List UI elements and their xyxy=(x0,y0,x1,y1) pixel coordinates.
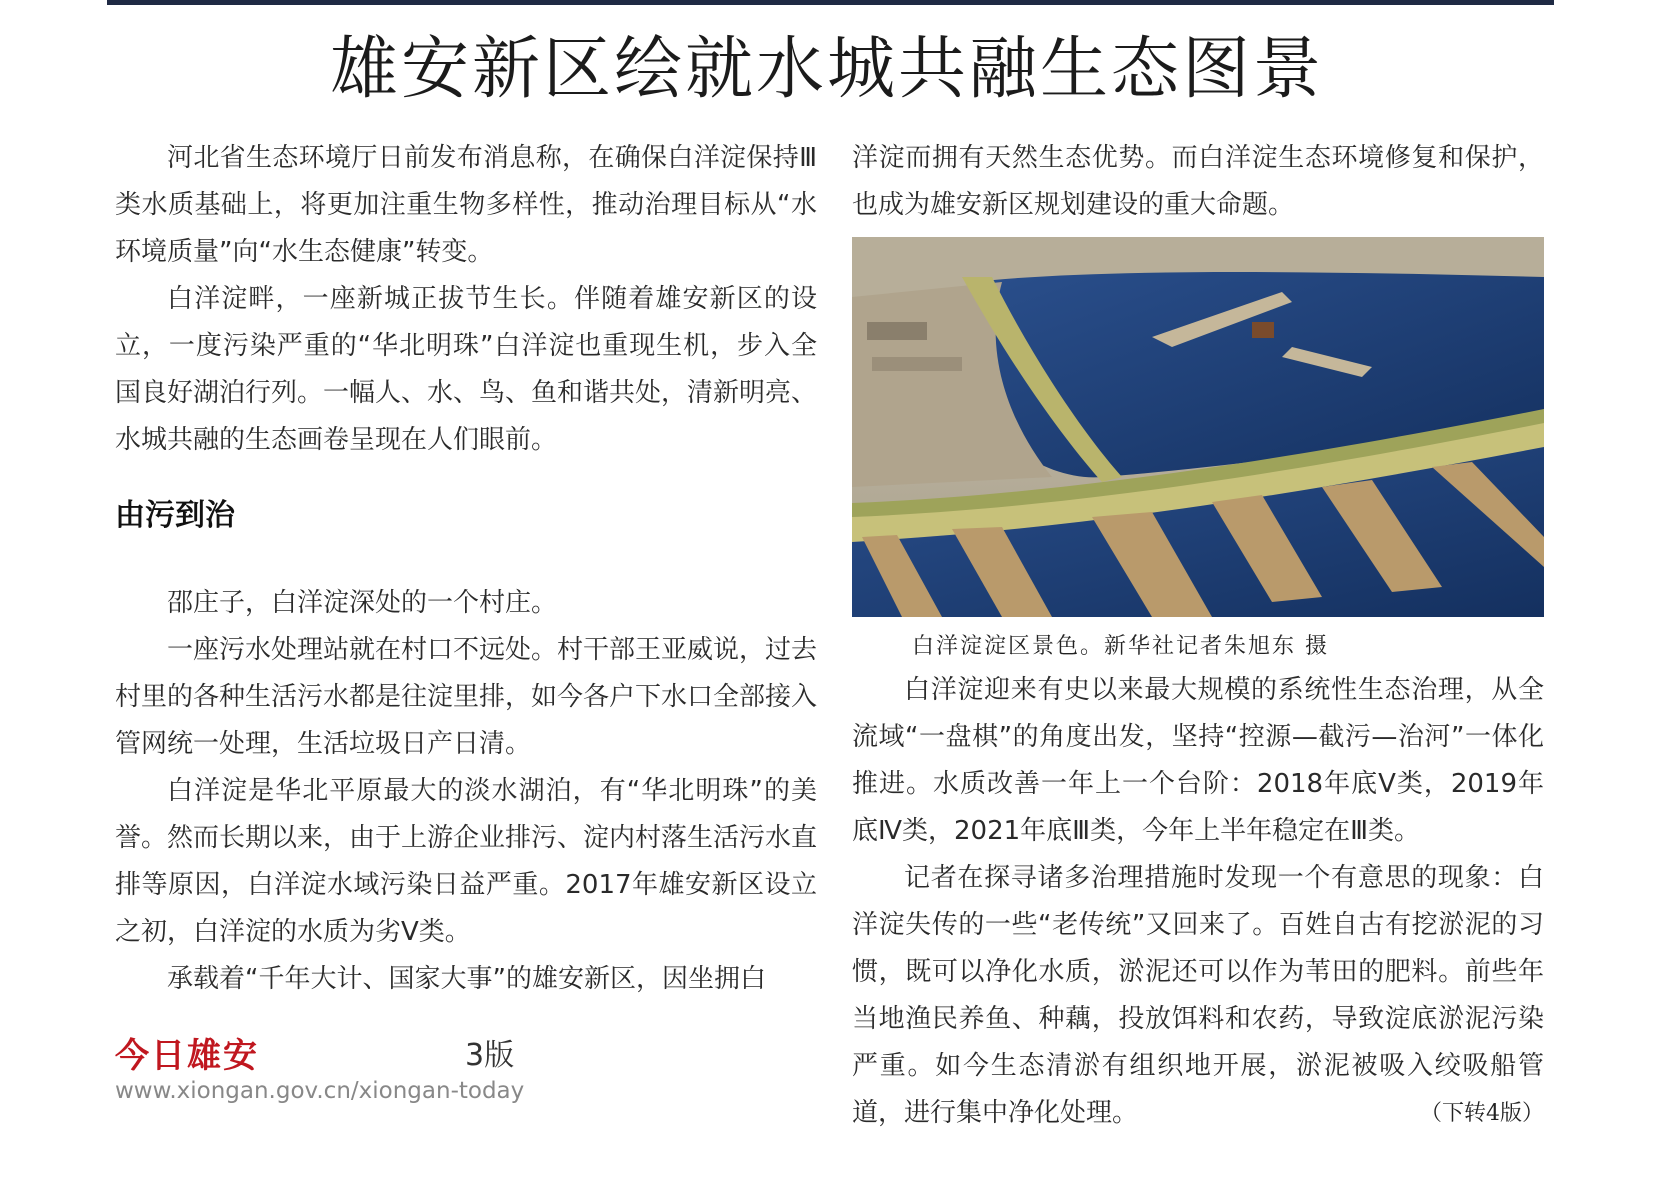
continued-note: （下转4版） xyxy=(1420,1101,1544,1126)
paragraph xyxy=(852,855,1544,1137)
photo-caption: 白洋淀淀区景色。新华社记者朱旭东 摄 xyxy=(912,634,1329,659)
paragraph: 承载着“千年大计、国家大事”的雄安新区，因坐拥白 xyxy=(167,964,766,994)
top-rule xyxy=(107,0,1554,5)
footer-url: www.xiongan.gov.cn/xiongan-today xyxy=(115,1078,525,1104)
paragraph-text: 记者在探寻诸多治理措施时发现一个有意思的现象：白洋淀失传的一些“老传统”又回来了。百姓自古有挖淤泥的习惯，既可以净化水质，淤泥还可以作为苇田的肥料。前些年当地渔民养鱼、种藕，投放饵料和农药，导致淀底淤泥污染严重。如今生态清淤有组织地开展，淤泥被吸入绞吸船管道，进行集中净化处理。 xyxy=(852,863,1544,1128)
lake-aerial-photo xyxy=(852,237,1544,617)
newspaper-logo: 今日雄安 xyxy=(115,1036,259,1076)
paragraph: 白洋淀是华北平原最大的淡水湖泊，有“华北明珠”的美誉。然而长期以来，由于上游企业排污、淀内村落生活污水直排等原因，白洋淀水域污染日益严重。2017年雄安新区设立之初，白洋淀的水质为劣Ⅴ类。 xyxy=(115,776,818,947)
left-column xyxy=(115,135,817,1003)
paragraph: 白洋淀迎来有史以来最大规模的系统性生态治理，从全流域“一盘棋”的角度出发，坚持“控源—截污—治河”一体化推进。水质改善一年上一个台阶：2018年底Ⅴ类，2019年底Ⅳ类，2021年底Ⅲ类，今年上半年稳定在Ⅲ类。 xyxy=(852,675,1544,846)
page-number: 3版 xyxy=(465,1038,515,1073)
lake-aerial-illustration xyxy=(852,237,1544,617)
headline: 雄安新区绘就水城共融生态图景 xyxy=(329,30,1324,109)
section-subhead: 由污到治 xyxy=(115,498,235,533)
paragraph: 河北省生态环境厅日前发布消息称，在确保白洋淀保持Ⅲ类水质基础上，将更加注重生物多样性，推动治理目标从“水环境质量”向“水生态健康”转变。 xyxy=(115,143,817,267)
paragraph: 一座污水处理站就在村口不远处。村干部王亚威说，过去村里的各种生活污水都是往淀里排，如今各户下水口全部接入管网统一处理，生活垃圾日产日清。 xyxy=(115,635,818,759)
paragraph-continued: 洋淀而拥有天然生态优势。而白洋淀生态环境修复和保护，也成为雄安新区规划建设的重大命题。 xyxy=(852,143,1544,220)
paragraph: 白洋淀畔，一座新城正拔节生长。伴随着雄安新区的设立，一度污染严重的“华北明珠”白洋淀也重现生机，步入全国良好湖泊行列。一幅人、水、鸟、鱼和谐共处，清新明亮、水城共融的生态画卷呈现在人们眼前。 xyxy=(115,284,818,455)
right-column xyxy=(852,135,1544,1137)
paragraph: 邵庄子，白洋淀深处的一个村庄。 xyxy=(167,588,558,618)
